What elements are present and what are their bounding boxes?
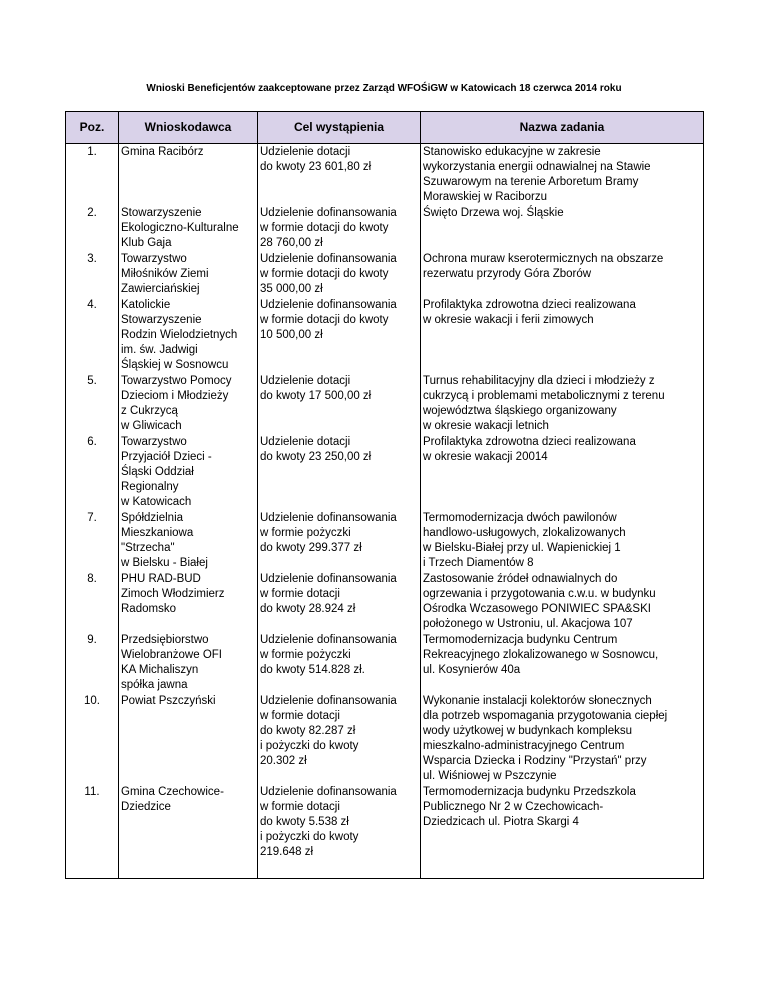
page-title: Wnioski Beneficjentów zaakceptowane przez Zarząd WFOŚiGW w Katowicach 18 czerwca 2014 roku: [146, 83, 622, 94]
cell-cel: Udzielenie dotacji do kwoty 23 601,80 zł: [258, 144, 421, 206]
cell-wnioskodawca: Stowarzyszenie Ekologiczno-Kulturalne Klub Gaja: [119, 205, 258, 251]
table-row: [66, 510, 704, 571]
header-cel: Cel wystąpienia: [258, 112, 421, 144]
cell-poz: 3.: [66, 251, 119, 297]
cell-cel: Udzielenie dofinansowania w formie pożyczki do kwoty 514.828 zł.: [258, 632, 421, 693]
cell-cel: Udzielenie dotacji do kwoty 17 500,00 zł: [258, 373, 421, 434]
table-row: [66, 784, 704, 878]
cell-poz: 8.: [66, 571, 119, 632]
cell-wnioskodawca: Spółdzielnia Mieszkaniowa "Strzecha" w Bielsku - Białej: [119, 510, 258, 571]
table-row: [66, 373, 704, 434]
header-zadanie: Nazwa zadania: [421, 112, 704, 144]
cell-wnioskodawca: Gmina Czechowice- Dziedzice: [119, 784, 258, 878]
table-row: [66, 144, 704, 206]
cell-cel: Udzielenie dofinansowania w formie dotacji do kwoty 10 500,00 zł: [258, 297, 421, 373]
cell-poz: 2.: [66, 205, 119, 251]
cell-zadanie: Termomodernizacja dwóch pawilonów handlowo-usługowych, zlokalizowanych w Bielsku-Białej przy ul. Wapienickiej 1 i Trzech Diamentów 8: [421, 510, 704, 571]
cell-zadanie: Wykonanie instalacji kolektorów słonecznych dla potrzeb wspomagania przygotowania ciepłej wody użytkowej w budynkach kompleksu mieszkalno-administracyjnego Centrum Wsparcia Dziecka i Rodziny "Przystań" przy ul. Wiśniowej w Pszczynie: [421, 693, 704, 784]
cell-cel: Udzielenie dofinansowania w formie dotacji do kwoty 28.924 zł: [258, 571, 421, 632]
cell-poz: 7.: [66, 510, 119, 571]
cell-zadanie: Profilaktyka zdrowotna dzieci realizowana w okresie wakacji i ferii zimowych: [421, 297, 704, 373]
cell-zadanie: Termomodernizacja budynku Centrum Rekreacyjnego zlokalizowanego w Sosnowcu, ul. Kosynierów 40a: [421, 632, 704, 693]
cell-zadanie: Profilaktyka zdrowotna dzieci realizowana w okresie wakacji 20014: [421, 434, 704, 510]
cell-poz: 11.: [66, 784, 119, 878]
table-row: [66, 693, 704, 784]
cell-cel: Udzielenie dofinansowania w formie dotacji do kwoty 35 000,00 zł: [258, 251, 421, 297]
cell-wnioskodawca: Gmina Racibórz: [119, 144, 258, 206]
cell-poz: 1.: [66, 144, 119, 206]
cell-cel: Udzielenie dofinansowania w formie dotacji do kwoty 82.287 zł i pożyczki do kwoty 20.302 zł: [258, 693, 421, 784]
cell-cel: Udzielenie dofinansowania w formie dotacji do kwoty 5.538 zł i pożyczki do kwoty 219.648 zł: [258, 784, 421, 878]
cell-wnioskodawca: Towarzystwo Przyjaciół Dzieci - Śląski Oddział Regionalny w Katowicach: [119, 434, 258, 510]
cell-zadanie: Zastosowanie źródeł odnawialnych do ogrzewania i przygotowania c.w.u. w budynku Ośrodka Wczasowego PONIWIEC SPA&SKI położonego w Ustroniu, ul. Akacjowa 107: [421, 571, 704, 632]
header-wnioskodawca: Wnioskodawca: [119, 112, 258, 144]
cell-poz: 5.: [66, 373, 119, 434]
cell-wnioskodawca: Powiat Pszczyński: [119, 693, 258, 784]
cell-wnioskodawca: Katolickie Stowarzyszenie Rodzin Wielodzietnych im. św. Jadwigi Śląskiej w Sosnowcu: [119, 297, 258, 373]
cell-poz: 9.: [66, 632, 119, 693]
table-row: [66, 571, 704, 632]
cell-zadanie: Stanowisko edukacyjne w zakresie wykorzystania energii odnawialnej na Stawie Szuwarowym na terenie Arboretum Bramy Morawskiej w Raciborzu: [421, 144, 704, 206]
cell-cel: Udzielenie dotacji do kwoty 23 250,00 zł: [258, 434, 421, 510]
table-row: [66, 251, 704, 297]
table-row: [66, 632, 704, 693]
cell-poz: 4.: [66, 297, 119, 373]
cell-zadanie: Termomodernizacja budynku Przedszkola Publicznego Nr 2 w Czechowicach- Dziedzicach ul. Piotra Skargi 4: [421, 784, 704, 878]
cell-wnioskodawca: Towarzystwo Miłośników Ziemi Zawierciańskiej: [119, 251, 258, 297]
cell-wnioskodawca: PHU RAD-BUD Zimoch Włodzimierz Radomsko: [119, 571, 258, 632]
table-row: [66, 434, 704, 510]
header-poz: Poz.: [66, 112, 119, 144]
cell-poz: 10.: [66, 693, 119, 784]
cell-wnioskodawca: Przedsiębiorstwo Wielobranżowe OFI KA Michaliszyn spółka jawna: [119, 632, 258, 693]
table-header-row: [66, 112, 704, 144]
cell-cel: Udzielenie dofinansowania w formie dotacji do kwoty 28 760,00 zł: [258, 205, 421, 251]
table-row: [66, 297, 704, 373]
cell-wnioskodawca: Towarzystwo Pomocy Dzieciom i Młodzieży z Cukrzycą w Gliwicach: [119, 373, 258, 434]
table-row: [66, 205, 704, 251]
cell-poz: 6.: [66, 434, 119, 510]
cell-zadanie: Święto Drzewa woj. Śląskie: [421, 205, 704, 251]
applications-table: [65, 111, 704, 879]
cell-zadanie: Turnus rehabilitacyjny dla dzieci i młodzieży z cukrzycą i problemami metabolicznymi z terenu województwa śląskiego organizowany w okresie wakacji letnich: [421, 373, 704, 434]
cell-zadanie: Ochrona muraw kserotermicznych na obszarze rezerwatu przyrody Góra Zborów: [421, 251, 704, 297]
cell-cel: Udzielenie dofinansowania w formie pożyczki do kwoty 299.377 zł: [258, 510, 421, 571]
